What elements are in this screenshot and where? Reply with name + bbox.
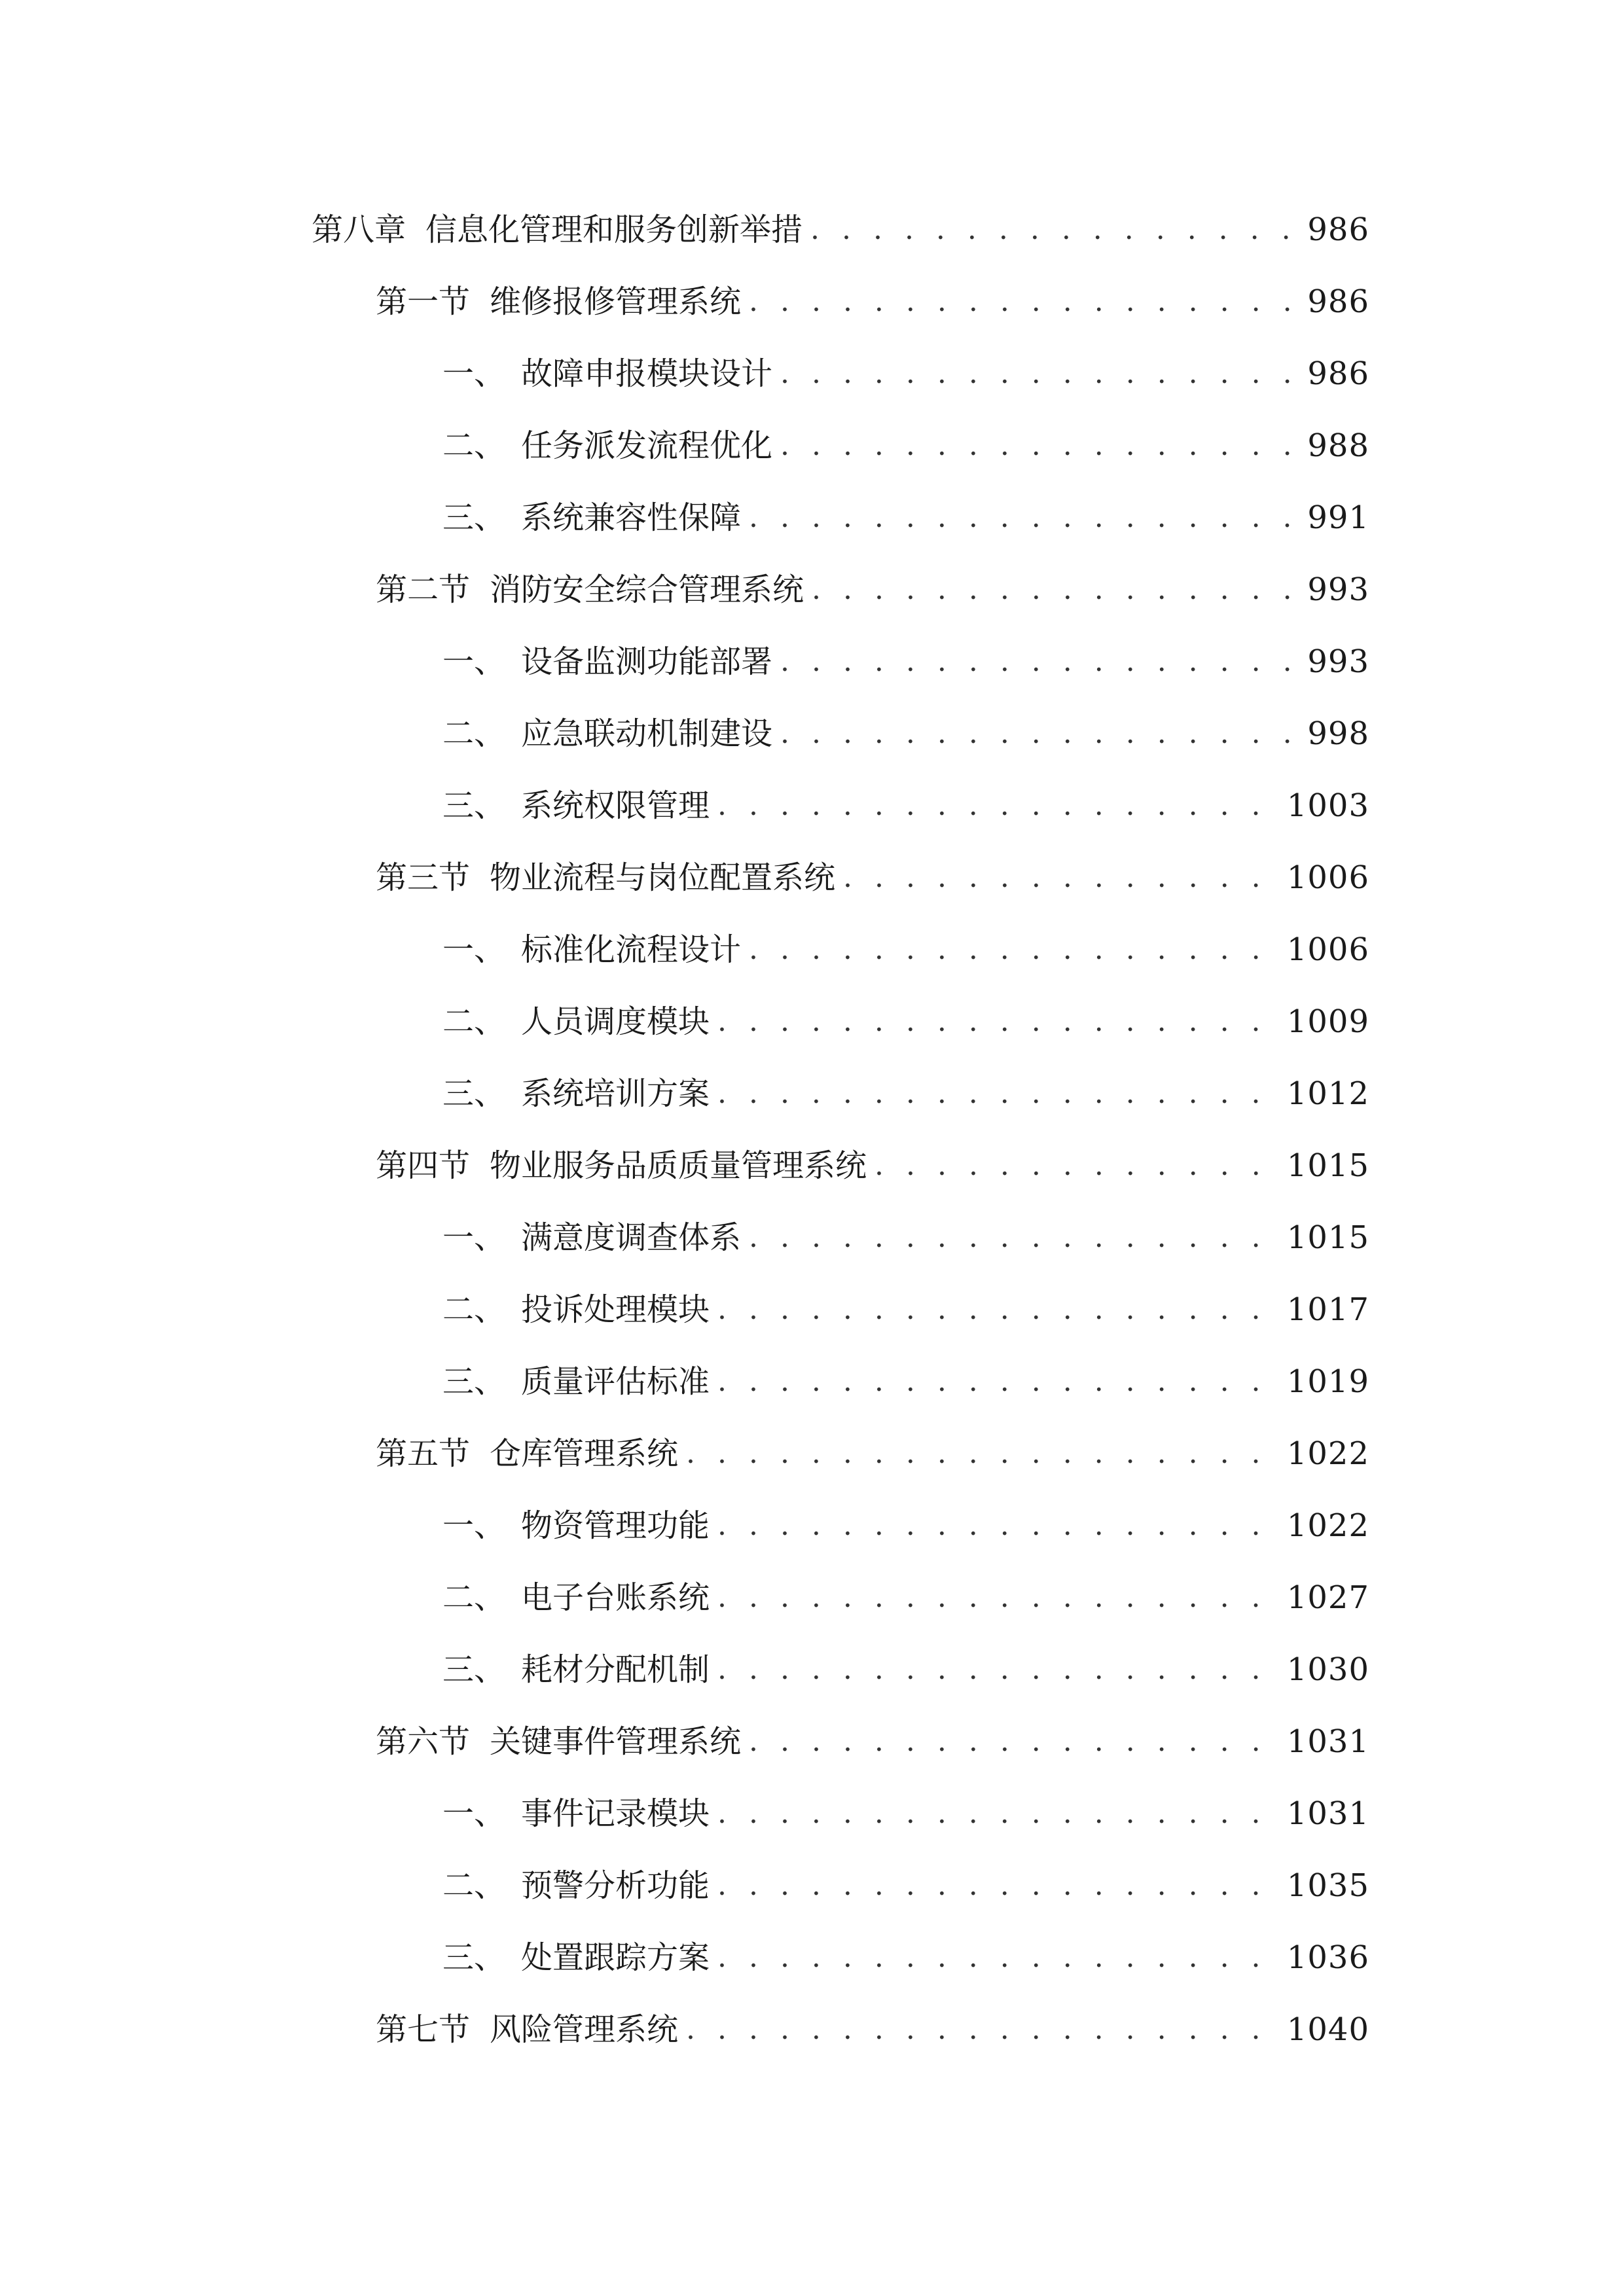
toc-entry-title: 维修报修管理系统 <box>490 283 742 320</box>
toc-dot-leader <box>749 1208 1279 1267</box>
toc-entry-prefix: 一、 <box>442 355 506 392</box>
toc-entry-title: 系统权限管理 <box>521 787 710 824</box>
toc-entry-section-2[interactable] <box>376 560 1369 619</box>
toc-entry-prefix: 三、 <box>442 1075 506 1112</box>
toc-entry-page-number: 1009 <box>1286 1003 1369 1040</box>
toc-entry-title: 满意度调查体系 <box>521 1219 742 1256</box>
toc-entry-section-7[interactable] <box>376 2000 1369 2059</box>
toc-dot-leader <box>749 272 1299 331</box>
toc-entry-prefix: 第六节 <box>376 1723 471 1760</box>
toc-entry-prefix: 三、 <box>442 1651 506 1688</box>
toc-entry-title: 物资管理功能 <box>521 1507 710 1544</box>
toc-entry-prefix: 二、 <box>442 1003 506 1040</box>
toc-entry-title: 投诉处理模块 <box>521 1291 710 1328</box>
toc-dot-leader <box>717 992 1279 1051</box>
toc-entry-subsection[interactable] <box>442 488 1369 547</box>
toc-entry-page-number: 1006 <box>1286 859 1369 896</box>
toc-entry-prefix: 二、 <box>442 1579 506 1616</box>
toc-entry-page-number: 1030 <box>1286 1651 1369 1688</box>
toc-entry-prefix: 第八章 <box>312 211 406 248</box>
toc-entry-subsection[interactable] <box>442 1280 1369 1339</box>
toc-entry-section-5[interactable] <box>376 1424 1369 1483</box>
toc-entry-subsection[interactable] <box>442 1352 1369 1411</box>
toc-dot-leader <box>717 1064 1279 1123</box>
toc-entry-subsection[interactable] <box>442 344 1369 403</box>
toc-entry-prefix: 一、 <box>442 643 506 680</box>
toc-entry-subsection[interactable] <box>442 1640 1369 1699</box>
toc-entry-page-number: 986 <box>1307 283 1369 320</box>
toc-entry-title: 耗材分配机制 <box>521 1651 710 1688</box>
toc-entry-section-4[interactable] <box>376 1136 1369 1195</box>
toc-entry-prefix: 二、 <box>442 1867 506 1904</box>
toc-entry-chapter-8[interactable] <box>312 200 1369 259</box>
toc-entry-prefix: 二、 <box>442 1291 506 1328</box>
toc-entry-title: 预警分析功能 <box>521 1867 710 1904</box>
toc-dot-leader <box>717 1496 1279 1555</box>
toc-dot-leader <box>812 560 1299 619</box>
toc-entry-page-number: 1003 <box>1286 787 1369 824</box>
toc-entry-prefix: 二、 <box>442 427 506 464</box>
toc-dot-leader <box>810 200 1299 259</box>
toc-entry-title: 处置跟踪方案 <box>521 1939 710 1976</box>
toc-entry-page-number: 1019 <box>1286 1363 1369 1400</box>
toc-entry-title: 质量评估标准 <box>521 1363 710 1400</box>
toc-dot-leader <box>749 488 1299 547</box>
toc-entry-title: 消防安全综合管理系统 <box>490 571 804 608</box>
toc-entry-title: 风险管理系统 <box>490 2011 679 2048</box>
toc-dot-leader <box>686 2000 1279 2059</box>
toc-entry-prefix: 一、 <box>442 1219 506 1256</box>
toc-entry-page-number: 991 <box>1307 499 1369 536</box>
toc-entry-title: 关键事件管理系统 <box>490 1723 742 1760</box>
toc-dot-leader <box>717 1784 1279 1843</box>
toc-entry-prefix: 三、 <box>442 787 506 824</box>
toc-entry-title: 仓库管理系统 <box>490 1435 679 1472</box>
toc-dot-leader <box>780 704 1299 763</box>
toc-entry-section-6[interactable] <box>376 1712 1369 1771</box>
toc-entry-title: 设备监测功能部署 <box>521 643 773 680</box>
toc-dot-leader <box>717 776 1279 835</box>
toc-entry-subsection[interactable] <box>442 992 1369 1051</box>
toc-dot-leader <box>843 848 1279 907</box>
toc-entry-prefix: 一、 <box>442 1507 506 1544</box>
toc-entry-subsection[interactable] <box>442 776 1369 835</box>
toc-entry-section-1[interactable] <box>376 272 1369 331</box>
toc-dot-leader <box>717 1640 1279 1699</box>
toc-entry-title: 信息化管理和服务创新举措 <box>425 211 803 248</box>
toc-entry-prefix: 二、 <box>442 715 506 752</box>
toc-entry-page-number: 1022 <box>1286 1507 1369 1544</box>
toc-entry-page-number: 986 <box>1307 355 1369 392</box>
toc-dot-leader <box>717 1280 1279 1339</box>
toc-entry-section-3[interactable] <box>376 848 1369 907</box>
toc-entry-page-number: 1036 <box>1286 1939 1369 1976</box>
toc-entry-prefix: 第五节 <box>376 1435 471 1472</box>
toc-entry-title: 物业流程与岗位配置系统 <box>490 859 836 896</box>
toc-entry-prefix: 第四节 <box>376 1147 471 1184</box>
toc-entry-subsection[interactable] <box>442 704 1369 763</box>
toc-entry-page-number: 998 <box>1307 715 1369 752</box>
toc-dot-leader <box>717 1856 1279 1915</box>
toc-dot-leader <box>780 632 1299 691</box>
toc-entry-prefix: 一、 <box>442 1795 506 1832</box>
toc-entry-page-number: 993 <box>1307 643 1369 680</box>
toc-entry-title: 物业服务品质质量管理系统 <box>490 1147 867 1184</box>
toc-entry-page-number: 1006 <box>1286 931 1369 968</box>
toc-dot-leader <box>717 1928 1279 1987</box>
toc-entry-subsection[interactable] <box>442 1928 1369 1987</box>
toc-entry-prefix: 第二节 <box>376 571 471 608</box>
toc-dot-leader <box>749 1712 1279 1771</box>
toc-entry-page-number: 1035 <box>1286 1867 1369 1904</box>
toc-entry-page-number: 1015 <box>1286 1147 1369 1184</box>
toc-entry-page-number: 993 <box>1307 571 1369 608</box>
toc-entry-page-number: 988 <box>1307 427 1369 464</box>
toc-dot-leader <box>717 1352 1279 1411</box>
toc-entry-page-number: 1017 <box>1286 1291 1369 1328</box>
toc-entry-title: 事件记录模块 <box>521 1795 710 1832</box>
toc-entry-subsection[interactable] <box>442 1496 1369 1555</box>
toc-entry-prefix: 第三节 <box>376 859 471 896</box>
toc-entry-subsection[interactable] <box>442 632 1369 691</box>
toc-dot-leader <box>780 344 1299 403</box>
toc-entry-subsection[interactable] <box>442 1208 1369 1267</box>
toc-entry-prefix: 第七节 <box>376 2011 471 2048</box>
toc-dot-leader <box>717 1568 1279 1627</box>
toc-entry-subsection[interactable] <box>442 416 1369 475</box>
toc-entry-title: 电子台账系统 <box>521 1579 710 1616</box>
toc-entry-page-number: 1040 <box>1286 2011 1369 2048</box>
toc-entry-title: 人员调度模块 <box>521 1003 710 1040</box>
toc-entry-prefix: 一、 <box>442 931 506 968</box>
toc-dot-leader <box>749 920 1279 979</box>
toc-dot-leader <box>780 416 1299 475</box>
toc-entry-subsection[interactable] <box>442 1064 1369 1123</box>
toc-entry-page-number: 986 <box>1307 211 1369 248</box>
toc-dot-leader <box>686 1424 1279 1483</box>
toc-entry-title: 任务派发流程优化 <box>521 427 773 464</box>
toc-entry-subsection[interactable] <box>442 920 1369 979</box>
toc-entry-prefix: 三、 <box>442 1363 506 1400</box>
toc-entry-prefix: 第一节 <box>376 283 471 320</box>
toc-entry-title: 故障申报模块设计 <box>521 355 773 392</box>
toc-entry-prefix: 三、 <box>442 499 506 536</box>
toc-entry-title: 系统兼容性保障 <box>521 499 742 536</box>
toc-entry-page-number: 1031 <box>1286 1795 1369 1832</box>
toc-entry-title: 应急联动机制建设 <box>521 715 773 752</box>
toc-dot-leader <box>875 1136 1279 1195</box>
toc-entry-subsection[interactable] <box>442 1856 1369 1915</box>
toc-entry-title: 标准化流程设计 <box>521 931 742 968</box>
toc-entry-page-number: 1031 <box>1286 1723 1369 1760</box>
toc-entry-prefix: 三、 <box>442 1939 506 1976</box>
toc-entry-title: 系统培训方案 <box>521 1075 710 1112</box>
toc-entry-page-number: 1012 <box>1286 1075 1369 1112</box>
toc-entry-subsection[interactable] <box>442 1568 1369 1627</box>
toc-entry-page-number: 1027 <box>1286 1579 1369 1616</box>
toc-entry-subsection[interactable] <box>442 1784 1369 1843</box>
toc-entry-page-number: 1015 <box>1286 1219 1369 1256</box>
toc-entry-page-number: 1022 <box>1286 1435 1369 1472</box>
